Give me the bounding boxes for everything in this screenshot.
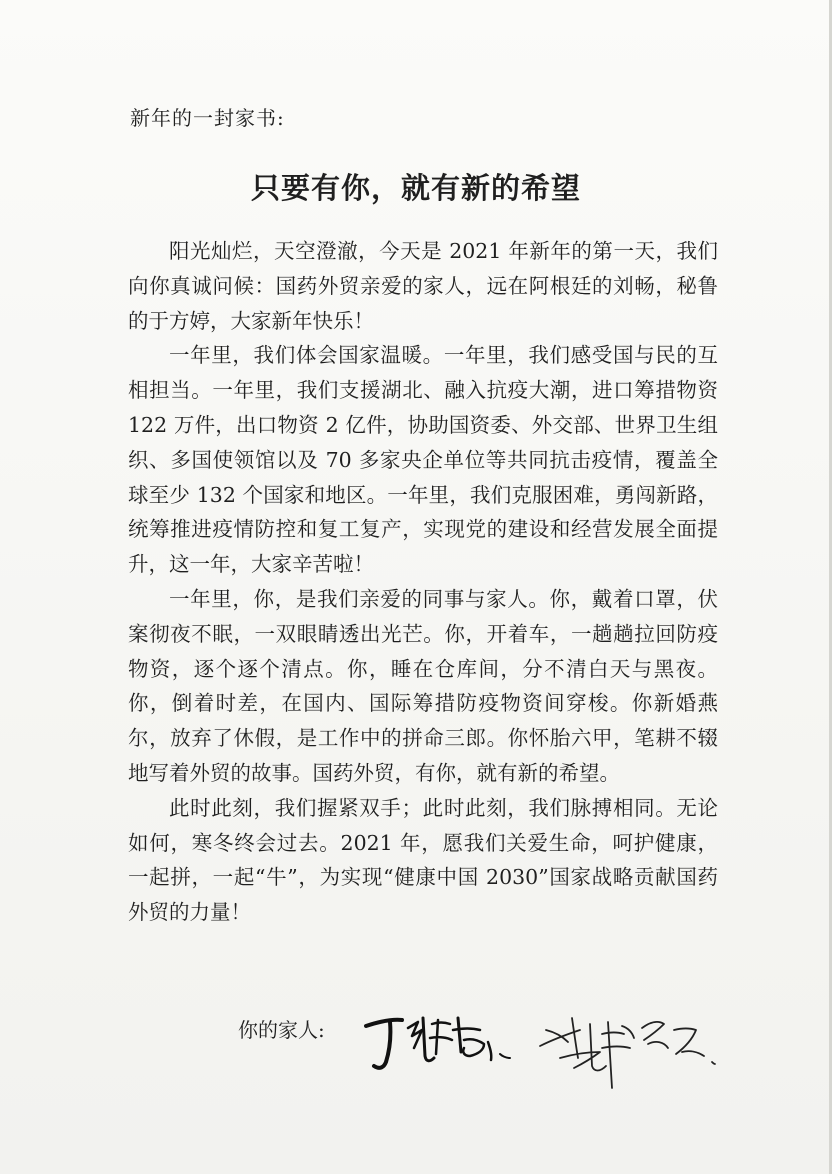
paragraph-wishes: 此时此刻，我们握紧双手；此时此刻，我们脉搏相同。无论如何，寒冬终会过去。2021 年，愿我们关爱生命，呵护健康，一起拼，一起“牛”，为实现“健康中国 2030”国家战略贡献国药外贸的力量！ [128, 795, 718, 925]
signature-2-icon [532, 1000, 722, 1090]
letter-body [128, 234, 718, 930]
paragraph-greeting: 阳光灿烂，天空澄澈，今天是 2021 年新年的第一天，我们向你真诚问候：国药外贸亲爱的家人，远在阿根廷的刘畅，秘鲁的于方婷，大家新年快乐！ [128, 239, 718, 333]
letter-closing: 你的家人: [238, 1018, 325, 1042]
letter-title: 只要有你，就有新的希望 [250, 171, 581, 205]
letter-salutation: 新年的一封家书: [130, 106, 285, 130]
paragraph-achievements: 一年里，我们体会国家温暖。一年里，我们感受国与民的互相担当。一年里，我们支援湖北、融入抗疫大潮，进口筹措物资 122 万件，出口物资 2 亿件，协助国资委、外交部、世界卫生组织、多国使领馆以及 70 多家央企单位等共同抗击疫情，覆盖全球至少 132 个国家和地区。一年里，我们克服困难，勇闯新路，统筹推进疫情防控和复工复产，实现党的建设和经营发展全面提升，这一年，大家辛苦啦！ [128, 343, 718, 577]
signature-1-icon [360, 1004, 520, 1074]
paragraph-colleagues: 一年里，你，是我们亲爱的同事与家人。你，戴着口罩，伏案彻夜不眠，一双眼睛透出光芒。你，开着车，一趟趟拉回防疫物资，逐个逐个清点。你，睡在仓库间，分不清白天与黑夜。你，倒着时差，在国内、国际筹措防疫物资间穿梭。你新婚燕尔，放弃了休假，是工作中的拼命三郎。你怀胎六甲，笔耕不辍地写着外贸的故事。国药外贸，有你，就有新的希望。 [128, 586, 718, 785]
